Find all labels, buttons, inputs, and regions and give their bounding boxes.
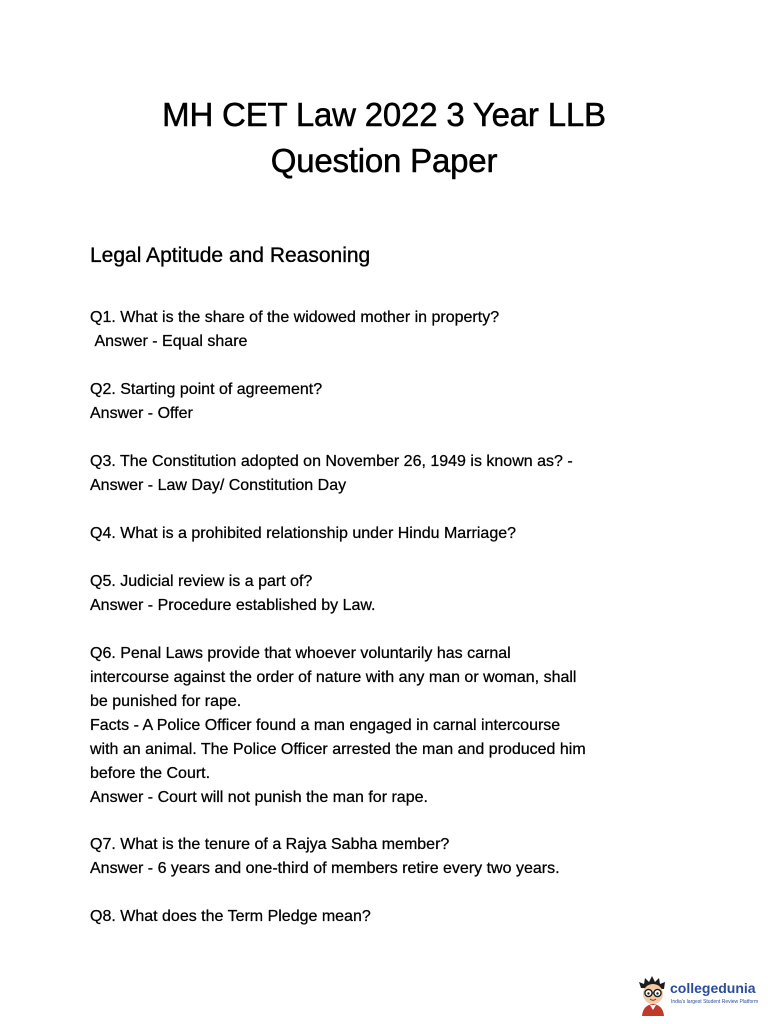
collegedunia-logo: [636, 974, 764, 1016]
answer-line: Answer - 6 years and one-third of members retire every two years.: [90, 860, 560, 877]
logo-name: collegedunia: [670, 980, 756, 996]
logo-tagline: India's largest Student Review Platform: [671, 999, 759, 1005]
question-line: Q1. What is the share of the widowed mother in property?: [90, 309, 500, 326]
student-mascot-icon: [636, 974, 670, 1016]
answer-line: Answer - Equal share: [90, 333, 248, 350]
title-line-2: Question Paper: [270, 142, 498, 179]
question-line: Q4. What is a prohibited relationship under Hindu Marriage?: [90, 525, 517, 542]
question-block-2: [90, 378, 690, 426]
document-title: [0, 92, 768, 184]
question-line: Q5. Judicial review is a part of?: [90, 573, 313, 590]
answer-line: Answer - Offer: [90, 405, 193, 422]
question-line: Q7. What is the tenure of a Rajya Sabha member?: [90, 836, 450, 853]
question-line: Q6. Penal Laws provide that whoever voluntarily has carnal: [90, 645, 511, 662]
facts-line: with an animal. The Police Officer arrested the man and produced him: [90, 741, 586, 758]
question-block-3: [90, 450, 690, 498]
section-heading: Legal Aptitude and Reasoning: [90, 244, 371, 267]
answer-line: Answer - Procedure established by Law.: [90, 597, 376, 614]
question-line: intercourse against the order of nature with any man or woman, shall: [90, 669, 577, 686]
question-block-5: [90, 570, 690, 618]
question-block-7: [90, 833, 690, 881]
question-line: Q3. The Constitution adopted on November 26, 1949 is known as? -: [90, 453, 573, 470]
title-line-1: MH CET Law 2022 3 Year LLB: [162, 96, 606, 133]
answer-line: Answer - Court will not punish the man for rape.: [90, 789, 428, 806]
question-line: be punished for rape.: [90, 693, 242, 710]
question-line: Q8. What does the Term Pledge mean?: [90, 908, 371, 925]
question-block-6: [90, 642, 690, 810]
question-block-8: [90, 905, 690, 929]
question-line: Q2. Starting point of agreement?: [90, 381, 323, 398]
question-block-1: [90, 306, 690, 354]
facts-line: Facts - A Police Officer found a man engaged in carnal intercourse: [90, 717, 561, 734]
question-block-4: [90, 522, 690, 546]
answer-line: Answer - Law Day/ Constitution Day: [90, 477, 347, 494]
facts-line: before the Court.: [90, 765, 211, 782]
